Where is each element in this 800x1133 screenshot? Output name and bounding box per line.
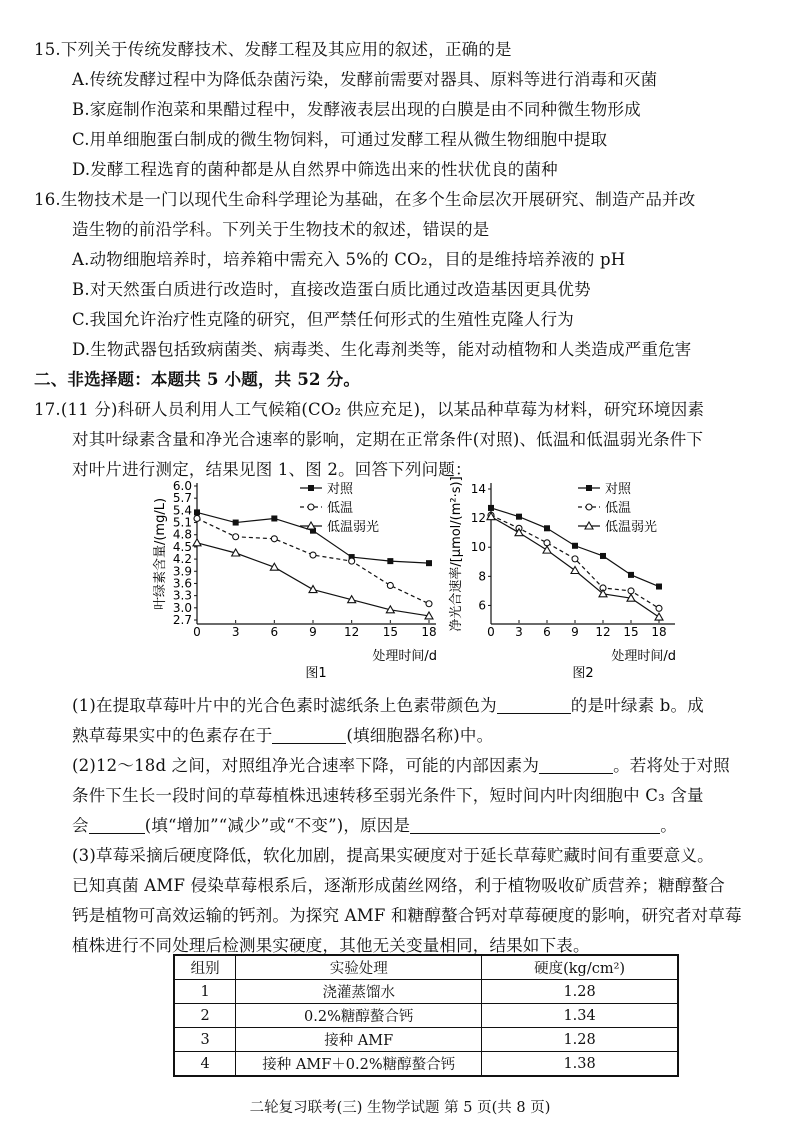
q17-part2-text-d: (填“增加”“减少”或“不变”)，原因是 (144, 816, 411, 835)
table-cell-group: 3 (174, 1028, 236, 1052)
x-tick-label: 15 (382, 625, 398, 639)
table-cell-hardness: 1.38 (482, 1052, 678, 1077)
data-point-circle (628, 588, 634, 594)
table-cell-treatment: 接种 AMF (236, 1028, 482, 1052)
q17-intro-line3: 对叶片进行测定，结果见图 1、图 2。回答下列问题： (72, 460, 472, 479)
data-point-circle (233, 534, 239, 540)
table-cell-hardness: 1.34 (482, 1004, 678, 1028)
table-cell-group: 2 (174, 1004, 236, 1028)
x-tick-label: 6 (543, 625, 551, 639)
legend-label: 对照 (327, 482, 354, 497)
table-row (174, 980, 678, 1004)
table-header-cell: 实验处理 (236, 955, 482, 980)
data-point-square (572, 543, 578, 549)
page-footer: 二轮复习联考(三) 生物学试题 第 5 页(共 8 页) (249, 1100, 551, 1116)
answer-blank-4[interactable] (89, 817, 145, 834)
q17-part3-line4: 植株进行不同处理后检测果实硬度，其他无关变量相同，结果如下表。 (72, 936, 590, 955)
q17-part3-line3: 钙是植物可高效运输的钙剂。为探究 AMF 和糖醇螯合钙对草莓硬度的影响，研究者对草莓 (72, 906, 742, 925)
q17-part2-line1 (72, 752, 730, 776)
data-point-circle (426, 601, 432, 607)
y-tick-label: 4.8 (172, 527, 192, 542)
y-tick-label: 3.3 (172, 588, 192, 603)
data-point-circle (656, 605, 662, 611)
data-point-triangle (193, 539, 201, 546)
q17-part2-text-b: 。若将处于对照 (613, 756, 730, 775)
q17-part3-line2: 已知真菌 AMF 侵染草莓根系后，逐渐形成菌丝网络，利于植物吸收矿质营养；糖醇螯合 (72, 876, 725, 895)
chart2-xlabel: 处理时间/d (611, 649, 676, 664)
q15-option-a: A.传统发酵过程中为降低杂菌污染，发酵前需要对器具、原料等进行消毒和灭菌 (72, 70, 658, 89)
chart-figure-1 (150, 476, 450, 681)
x-tick-label: 12 (344, 625, 360, 639)
data-point-square (194, 509, 200, 515)
q17-part2-line3 (72, 812, 677, 836)
data-point-square (656, 584, 662, 590)
y-tick-label: 4.5 (172, 539, 192, 554)
table-row (174, 1052, 678, 1077)
x-tick-label: 3 (515, 625, 523, 639)
data-point-triangle (543, 546, 551, 553)
q16-option-b: B.对天然蛋白质进行改造时，直接改造蛋白质比通过改造基因更具优势 (72, 280, 591, 299)
chart2-ylabel: 净光合速率/[μmol/(m²·s)] (449, 476, 464, 632)
q16-option-d: D.生物武器包括致病菌类、病毒类、生化毒剂类等，能对动植物和人类造成严重危害 (72, 340, 692, 359)
data-point-circle (572, 556, 578, 562)
chart1-title: 图1 (305, 666, 327, 681)
table-cell-hardness: 1.28 (482, 980, 678, 1004)
data-point-triangle (309, 586, 317, 593)
legend-marker-square (308, 485, 314, 491)
table-cell-treatment: 接种 AMF＋0.2%糖醇螯合钙 (236, 1052, 482, 1077)
q15-option-b: B.家庭制作泡菜和果醋过程中，发酵液表层出现的白膜是由不同种微生物形成 (72, 100, 641, 119)
y-tick-label: 5.4 (172, 503, 192, 518)
legend-marker-circle (586, 504, 592, 510)
q17-part2-text-a: (2)12～18d 之间，对照组净光合速率下降，可能的内部因素为 (72, 756, 540, 775)
table-row (174, 1028, 678, 1052)
data-point-square (600, 553, 606, 559)
legend-marker-square (586, 485, 592, 491)
data-point-circle (349, 558, 355, 564)
legend-label: 对照 (605, 482, 632, 497)
legend-label: 低温弱光 (605, 520, 658, 535)
y-tick-label: 5.1 (172, 515, 192, 530)
table-header-cell: 硬度(kg/cm²) (482, 955, 678, 980)
y-tick-label: 8 (478, 569, 486, 584)
data-point-square (387, 558, 393, 564)
x-tick-label: 12 (595, 625, 611, 639)
answer-blank-3[interactable] (539, 757, 613, 774)
y-tick-label: 2.7 (172, 613, 192, 627)
y-tick-label: 3.6 (172, 576, 192, 591)
y-tick-label: 3.0 (172, 600, 192, 615)
data-point-circle (387, 582, 393, 588)
y-tick-label: 14 (470, 482, 486, 496)
data-point-square (233, 520, 239, 526)
answer-blank-1[interactable] (497, 697, 571, 714)
y-tick-label: 6 (478, 598, 486, 613)
x-tick-label: 0 (487, 625, 495, 639)
data-point-square (628, 572, 634, 578)
data-point-circle (310, 552, 316, 558)
y-tick-label: 5.7 (172, 491, 192, 506)
table-cell-treatment: 0.2%糖醇螯合钙 (236, 1004, 482, 1028)
x-tick-label: 0 (193, 625, 201, 639)
q17-part1-text-b: 的是叶绿素 b。成 (570, 696, 704, 715)
data-point-triangle (571, 567, 579, 574)
legend-label: 低温 (327, 501, 354, 516)
x-tick-label: 15 (623, 625, 639, 639)
chart-figure-2 (446, 476, 686, 681)
x-tick-label: 6 (270, 625, 279, 639)
table-header-row (174, 955, 678, 980)
x-tick-label: 18 (651, 625, 667, 639)
table-header-cell: 组别 (174, 955, 236, 980)
q15-option-c: C.用单细胞蛋白制成的微生物饲料，可通过发酵工程从微生物细胞中提取 (72, 130, 608, 149)
y-tick-label: 3.9 (172, 564, 192, 579)
table-cell-treatment: 浇灌蒸馏水 (236, 980, 482, 1004)
q17-part1-text-a: (1)在提取草莓叶片中的光合色素时滤纸条上色素带颜色为 (72, 696, 497, 715)
q17-part2-text-c: 会 (72, 816, 89, 835)
y-tick-label: 4.2 (172, 552, 192, 567)
data-point-square (271, 515, 277, 521)
x-tick-label: 18 (421, 625, 437, 639)
q15-stem: 15.下列关于传统发酵技术、发酵工程及其应用的叙述，正确的是 (34, 40, 512, 59)
q17-intro-line1: 17.(11 分)科研人员利用人工气候箱(CO₂ 供应充足)，以某品种草莓为材料，研究环境因素 (34, 400, 705, 419)
table-cell-group: 4 (174, 1052, 236, 1077)
table-cell-hardness: 1.28 (482, 1028, 678, 1052)
q17-part2-text-e: 。 (660, 816, 677, 835)
answer-blank-2[interactable] (272, 727, 346, 744)
q17-part3-line1: (3)草莓采摘后硬度降低，软化加剧，提高果实硬度对于延长草莓贮藏时间有重要意义。 (72, 846, 714, 865)
q17-part1-text-c: 熟草莓果实中的色素存在于 (72, 726, 273, 745)
q17-intro-line2: 对其叶绿素含量和净光合速率的影响，定期在正常条件(对照)、低温和低温弱光条件下 (72, 430, 704, 449)
chart1-ylabel: 叶绿素含量/(mg/L) (153, 497, 168, 611)
x-tick-label: 9 (571, 625, 579, 639)
y-tick-label: 6.0 (172, 479, 192, 493)
data-point-square (426, 560, 432, 566)
results-table (173, 954, 679, 1077)
q16-stem-line1: 16.生物技术是一门以现代生命科学理论为基础，在多个生命层次开展研究、制造产品并改 (34, 190, 696, 209)
x-tick-label: 9 (309, 625, 317, 639)
q17-part1-text-d: (填细胞器名称)中。 (346, 726, 494, 745)
q16-option-a: A.动物细胞培养时，培养箱中需充入 5%的 CO₂，目的是维持培养液的 pH (72, 250, 626, 269)
x-tick-label: 3 (231, 625, 240, 639)
q16-option-c: C.我国允许治疗性克隆的研究，但严禁任何形式的生殖性克隆人行为 (72, 310, 574, 329)
data-point-square (544, 525, 550, 531)
q17-part2-line2: 条件下生长一段时间的草莓植株迅速转移至弱光条件下，短时间内叶肉细胞中 C₃ 含量 (72, 786, 704, 805)
data-point-square (516, 514, 522, 520)
q17-part1-line2 (72, 722, 493, 746)
table-cell-group: 1 (174, 980, 236, 1004)
section-heading: 二、非选择题：本题共 5 小题，共 52 分。 (34, 370, 361, 389)
chart1-xlabel: 处理时间/d (372, 649, 437, 664)
data-point-circle (271, 536, 277, 542)
table-row (174, 1004, 678, 1028)
y-tick-label: 12 (470, 511, 486, 526)
q15-option-d: D.发酵工程选育的菌种都是从自然界中筛选出来的性状优良的菌种 (72, 160, 558, 179)
answer-blank-5[interactable] (410, 817, 660, 834)
chart2-title: 图2 (572, 666, 594, 681)
data-point-circle (544, 540, 550, 546)
legend-label: 低温 (605, 501, 632, 516)
data-point-square (488, 505, 494, 511)
q16-stem-line2: 造生物的前沿学科。下列关于生物技术的叙述，错误的是 (72, 220, 490, 239)
data-point-triangle (655, 613, 663, 620)
q17-part1-line1 (72, 692, 704, 716)
y-tick-label: 10 (470, 540, 486, 555)
data-point-circle (194, 515, 200, 521)
legend-marker-circle (308, 504, 314, 510)
legend-label: 低温弱光 (327, 520, 380, 535)
